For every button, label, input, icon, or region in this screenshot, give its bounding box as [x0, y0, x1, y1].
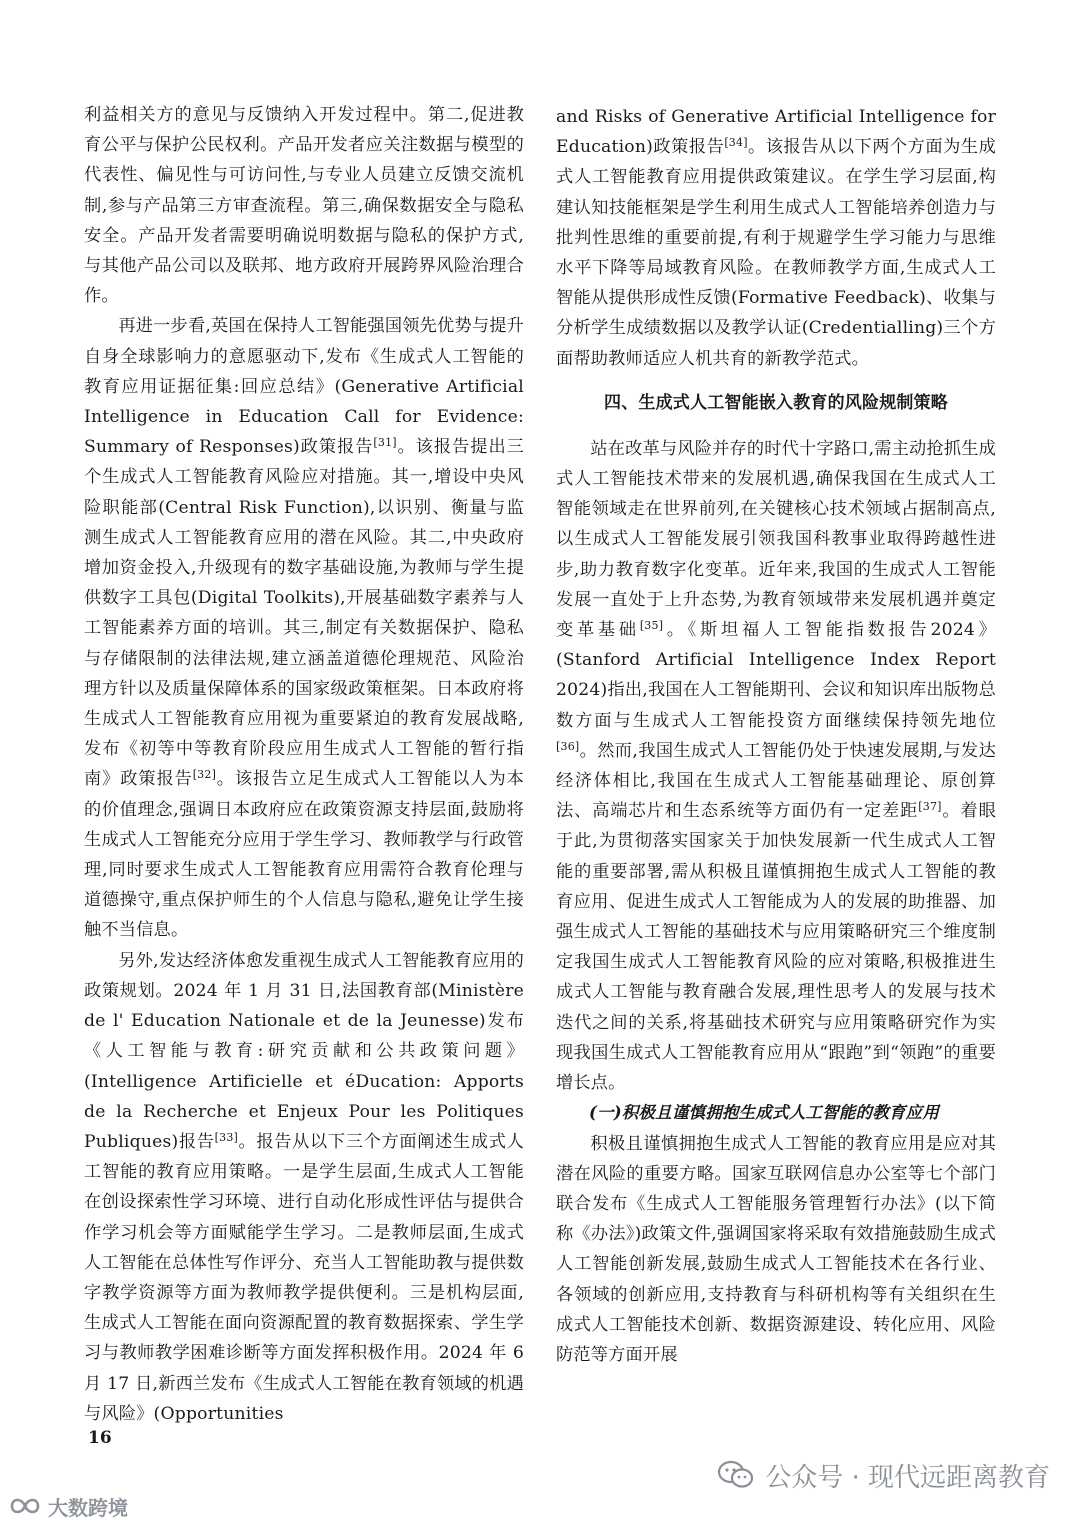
- brand-logo-icon: [8, 1493, 42, 1519]
- citation-32: [32]: [192, 768, 217, 782]
- text-span: 。该报告从以下两个方面为生成式人工智能教育应用提供政策建议。在学生学习层面,构建认知技能框架是学生利用生成式人工智能培养创造力与批判性思维的重要前提,有利于规避学生学习能力与思维水平下降等局域教育风险。在教师教学方面,生成式人工智能从提供形成性反馈(Formative Feedback)、收集与分析学生成绩数据以及教学认证(Credentialling)三个方面帮助教师适应人机共育的新教学范式。: [556, 137, 996, 369]
- citation-31: [31]: [373, 436, 397, 450]
- citation-37: [37]: [918, 800, 942, 814]
- text-span: 。该报告立足生成式人工智能以人为本的价值理念,强调日本政府应在政策资源支持层面,鼓励将生成式人工智能充分应用于学生学习、教师教学与行政管理,同时要求生成式人工智能教育应用需符合教育伦理与道德操守,重点保护师生的个人信息与隐私,避免让学生接触不当信息。: [84, 769, 525, 941]
- left-paragraph-2: [84, 311, 524, 945]
- citation-36: [36]: [556, 739, 580, 753]
- right-paragraph-3: 积极且谨慎拥抱生成式人工智能的教育应用是应对其潜在风险的重要方略。国家互联网信息办公室等七个部门联合发布《生成式人工智能服务管理暂行办法》(以下简称《办法》)政策文件,强调国家将采取有效措施鼓励生成式人工智能创新发展,鼓励生成式人工智能技术在各行业、各领域的创新应用,支持教育与科研机构等有关组织在生成式人工智能技术创新、数据资源建设、转化应用、风险防范等方面开展: [556, 1133, 996, 1365]
- wechat-icon: [717, 1459, 755, 1491]
- right-column: [556, 102, 996, 1370]
- section-heading: 四、生成式人工智能嵌入教育的风险规制策略: [604, 392, 948, 413]
- watermark-brand: [8, 1490, 128, 1522]
- text-span: 再进一步看,英国在保持人工智能强国领先优势与提升自身全球影响力的意愿驱动下,发布《生成式人工智能的教育应用证据征集:回应总结》(Generative Artificial Intelligence in Education Call for Evidence: Summary of Responses)政策报告: [84, 316, 524, 458]
- text-span: 另外,发达经济体愈发重视生成式人工智能教育应用的政策规划。2024 年 1 月 31 日,法国教育部(Ministère de l' Education Nationale et de la Jeunesse)发布《人工智能与教育:研究贡献和公共政策问题》(Intelligence Artificielle et éDucation: Apports de la Recherche et Enjeux Pour les Politiques Publiques)报告: [84, 950, 524, 1152]
- watermark-official-account: [717, 1455, 1050, 1495]
- citation-33: [33]: [214, 1130, 239, 1144]
- page-number: 16: [88, 1428, 112, 1448]
- left-paragraph-1: 利益相关方的意见与反馈纳入开发过程中。第二,促进教育公平与保护公民权利。产品开发者应关注数据与模型的代表性、偏见性与可访问性,与专业人员建立反馈交流机制,参与产品第三方审查流程。第三,确保数据安全与隐私安全。产品开发者需要明确说明数据与隐私的保护方式,与其他产品公司以及联邦、地方政府开展跨界风险治理合作。: [84, 105, 524, 307]
- text-span: 。《斯坦福人工智能指数报告2024》(Stanford Artificial Intelligence Index Report 2024)指出,我国在人工智能期刊、会议和知识库出版物总数方面与生成式人工智能投资方面继续保持领先地位: [556, 620, 996, 731]
- watermark-left-text: 大数跨境: [48, 1495, 128, 1520]
- watermark-right-text: 公众号 · 现代远距离教育: [765, 1462, 1050, 1493]
- subsection-heading: (一)积极且谨慎拥抱生成式人工智能的教育应用: [589, 1103, 940, 1123]
- text-span: and Risks of Generative Artificial Intelligence for Education)政策报告: [556, 107, 996, 158]
- text-span: 。然而,我国生成式人工智能仍处于快速发展期,与发达经济体相比,我国在生成式人工智能基础理论、原创算法、高端芯片和生态系统等方面仍有一定差距: [556, 740, 996, 822]
- left-paragraph-3: [84, 946, 524, 1429]
- text-span: 。着眼于此,为贯彻落实国家关于加快发展新一代生成式人工智能的重要部署,需从积极且谨慎拥抱生成式人工智能的教育应用、促进生成式人工智能成为人的发展的助推器、加强生成式人工智能的基础技术与应用策略研究三个维度制定我国生成式人工智能教育风险的应对策略,积极推进生成式人工智能与教育融合发展,理性思考人的发展与技术迭代之间的关系,将基础技术研究与应用策略研究作为实现我国生成式人工智能教育应用从“跟跑”到“领跑”的重要增长点。: [556, 801, 996, 1094]
- citation-34: [34]: [724, 136, 748, 150]
- citation-35: [35]: [639, 619, 664, 632]
- left-column: [84, 100, 524, 1429]
- text-span: 站在改革与风险并存的时代十字路口,需主动抢抓生成式人工智能技术带来的发展机遇,确保我国在生成式人工智能领域走在世界前列,在关键核心技术领域占据制高点,以生成式人工智能发展引领我国科教事业取得跨越性进步,助力教育数字化变革。近年来,我国的生成式人工智能发展一直处于上升态势,为教育领域带来发展机遇并奠定变革基础: [556, 438, 996, 641]
- right-paragraph-1: [556, 102, 996, 374]
- text-span: 。报告从以下三个方面阐述生成式人工智能的教育应用策略。一是学生层面,生成式人工智能在创设探索性学习环境、进行自动化形成性评估与提供合作学习机会等方面赋能学生学习。二是教师层面,生成式人工智能在总体性写作评分、充当人工智能助教与提供数字教学资源等方面为教师教学提供便利。三是机构层面,生成式人工智能在面向资源配置的教育数据探索、学生学习与教师教学困难诊断等方面发挥积极作用。2024 年 6 月 17 日,新西兰发布《生成式人工智能在教育领域的机遇与风险》(Opportunities: [84, 1131, 524, 1424]
- text-span: 。该报告提出三个生成式人工智能教育风险应对措施。其一,增设中央风险职能部(Central Risk Function),以识别、衡量与监测生成式人工智能教育应用的潜在风险。其二,中央政府增加资金投入,升级现有的数字基础设施,为教师与学生提供数字工具包(Digital Toolkits),开展基础数字素养与人工智能素养方面的培训。其三,制定有关数据保护、隐私与存储限制的法律法规,建立涵盖道德伦理规范、风险治理方针以及质量保障体系的国家级政策框架。日本政府将生成式人工智能教育应用视为重要紧迫的教育发展战略,发布《初等中等教育阶段应用生成式人工智能的暂行指南》政策报告: [84, 437, 525, 790]
- right-paragraph-2: [556, 434, 996, 1098]
